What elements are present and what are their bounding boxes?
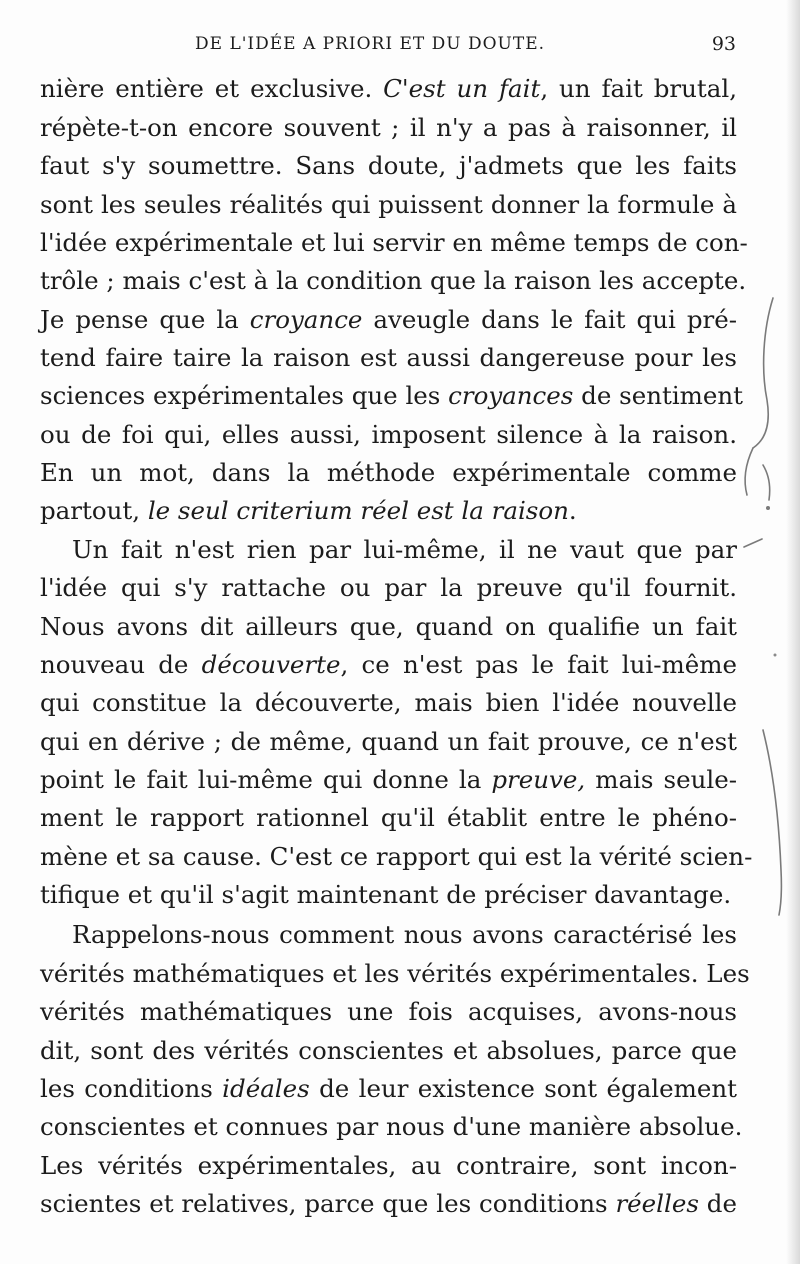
- text-line: dit, sont des vérités conscientes et absolues, parce que: [40, 1036, 737, 1065]
- text-line: sciences expérimentales que les croyances de sentiment: [40, 381, 744, 410]
- text-line: nouveau de découverte, ce n'est pas le fait lui-même: [40, 650, 737, 679]
- text-line: ou de foi qui, elles aussi, imposent silence à la raison.: [40, 420, 737, 449]
- text-line: point le fait lui-même qui donne la preuve, mais seule-: [40, 765, 737, 794]
- text-line: Les vérités expérimentales, au contraire, sont incon-: [40, 1151, 737, 1180]
- pencil-tick-mark: [740, 535, 770, 565]
- text-line: vérités mathématiques et les vérités expérimentales. Les: [40, 959, 750, 988]
- text-line: tend faire taire la raison est aussi dangereuse pour les: [40, 343, 737, 372]
- text-line: Un fait n'est rien par lui-même, il ne vaut que par: [72, 535, 737, 564]
- page-edge-shadow: [786, 0, 800, 1264]
- text-line: sont les seules réalités qui puissent donner la formule à: [40, 190, 737, 219]
- text-line: tifique et qu'il s'agit maintenant de préciser davantage.: [40, 880, 732, 909]
- text-line: ment le rapport rationnel qu'il établit entre le phéno-: [40, 803, 737, 832]
- pencil-margin-bracket: [735, 290, 785, 550]
- text-line: qui en dérive ; de même, quand un fait prouve, ce n'est: [40, 727, 737, 756]
- text-line: Nous avons dit ailleurs que, quand on qualifie un fait: [40, 612, 737, 641]
- text-line: nière entière et exclusive. C'est un fait, un fait brutal,: [40, 74, 737, 103]
- text-line: faut s'y soumettre. Sans doute, j'admets que les faits: [40, 151, 737, 180]
- text-line: les conditions idéales de leur existence sont également: [40, 1074, 737, 1103]
- text-line: trôle ; mais c'est à la condition que la raison les accepte.: [40, 266, 747, 295]
- text-line: partout, le seul criterium réel est la raison.: [40, 496, 577, 525]
- text-line: conscientes et connues par nous d'une manière absolue.: [40, 1112, 743, 1141]
- text-line: qui constitue la découverte, mais bien l'idée nouvelle: [40, 688, 737, 717]
- text-line: l'idée expérimentale et lui servir en même temps de con-: [40, 228, 748, 257]
- text-line: Je pense que la croyance aveugle dans le fait qui pré-: [40, 305, 737, 334]
- text-line: vérités mathématiques une fois acquises, avons-nous: [40, 997, 737, 1026]
- running-head: DE L'IDÉE A PRIORI ET DU DOUTE.: [195, 34, 546, 54]
- pencil-dot: [770, 650, 780, 660]
- text-line: mène et sa cause. C'est ce rapport qui est la vérité scien-: [40, 842, 753, 871]
- page-header: [40, 30, 740, 60]
- text-line: répète-t-on encore souvent ; il n'y a pas à raisonner, il: [40, 113, 737, 142]
- text-line: scientes et relatives, parce que les conditions réelles de: [40, 1189, 737, 1218]
- text-line: l'idée qui s'y rattache ou par la preuve qu'il fournit.: [40, 573, 737, 602]
- text-line: Rappelons-nous comment nous avons caractérisé les: [72, 920, 737, 949]
- page-number: 93: [711, 33, 736, 55]
- text-line: En un mot, dans la méthode expérimentale comme: [40, 458, 737, 487]
